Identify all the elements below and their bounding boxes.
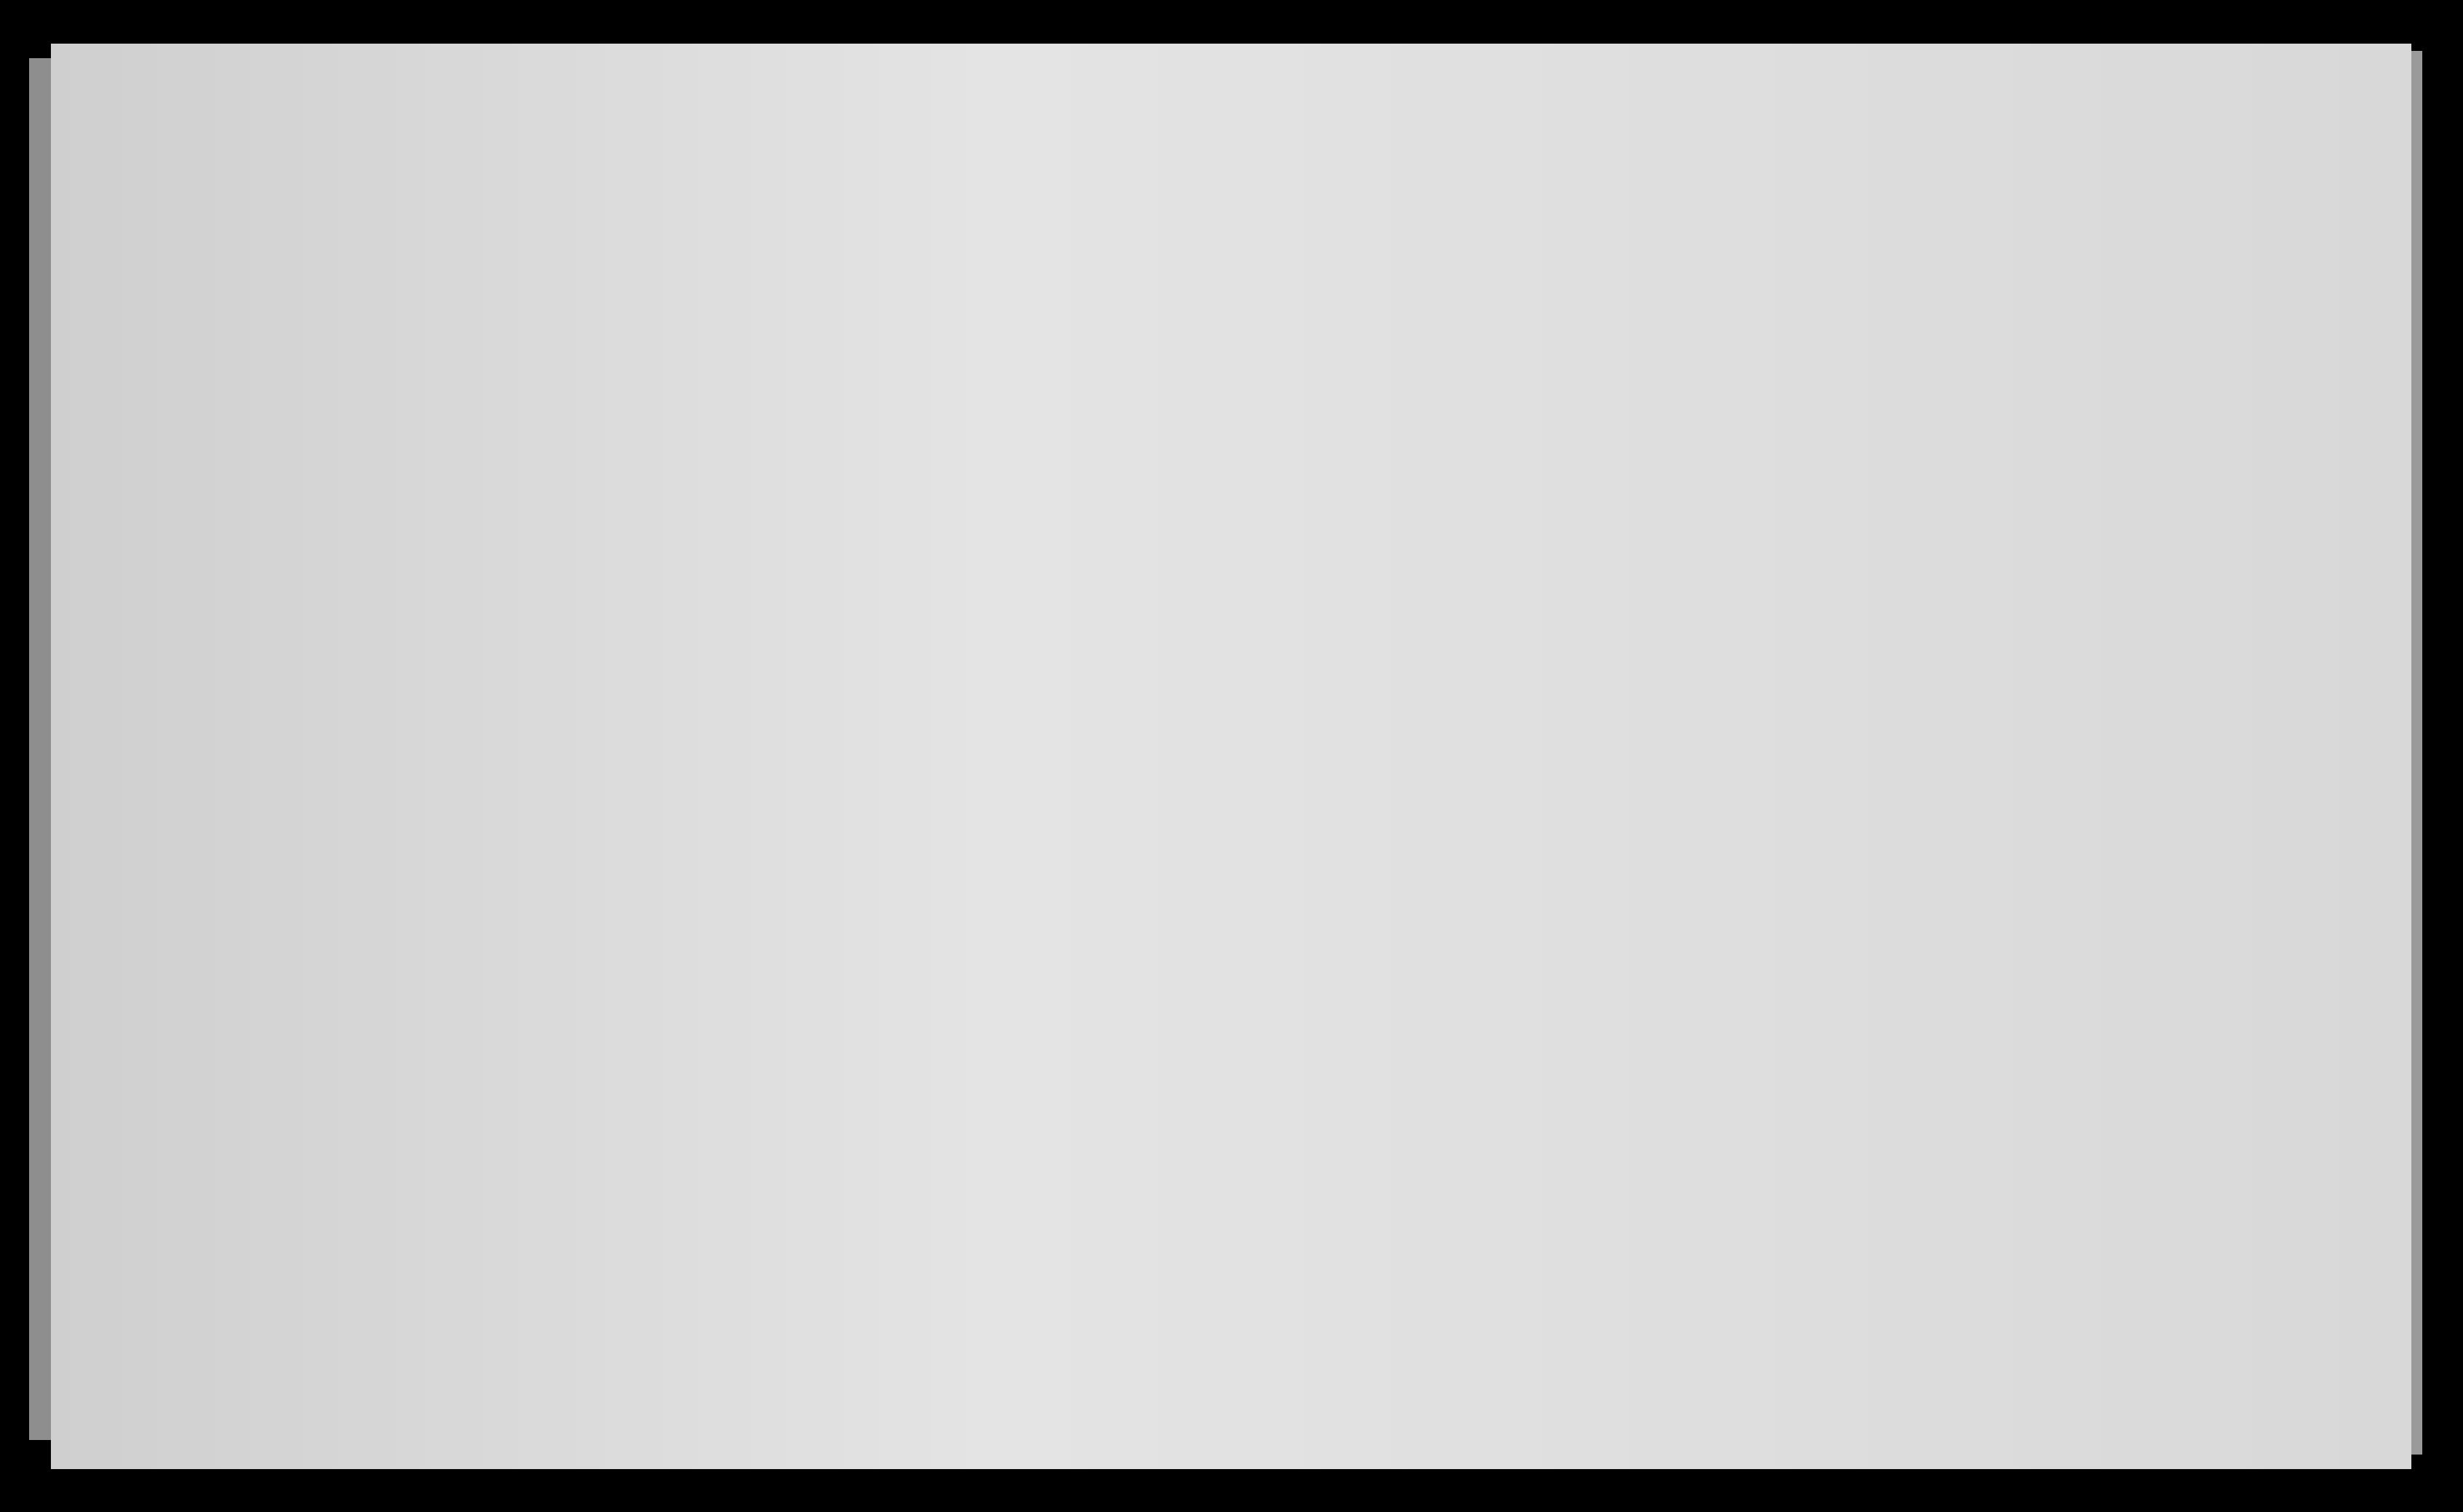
census-card (51, 44, 2411, 1469)
